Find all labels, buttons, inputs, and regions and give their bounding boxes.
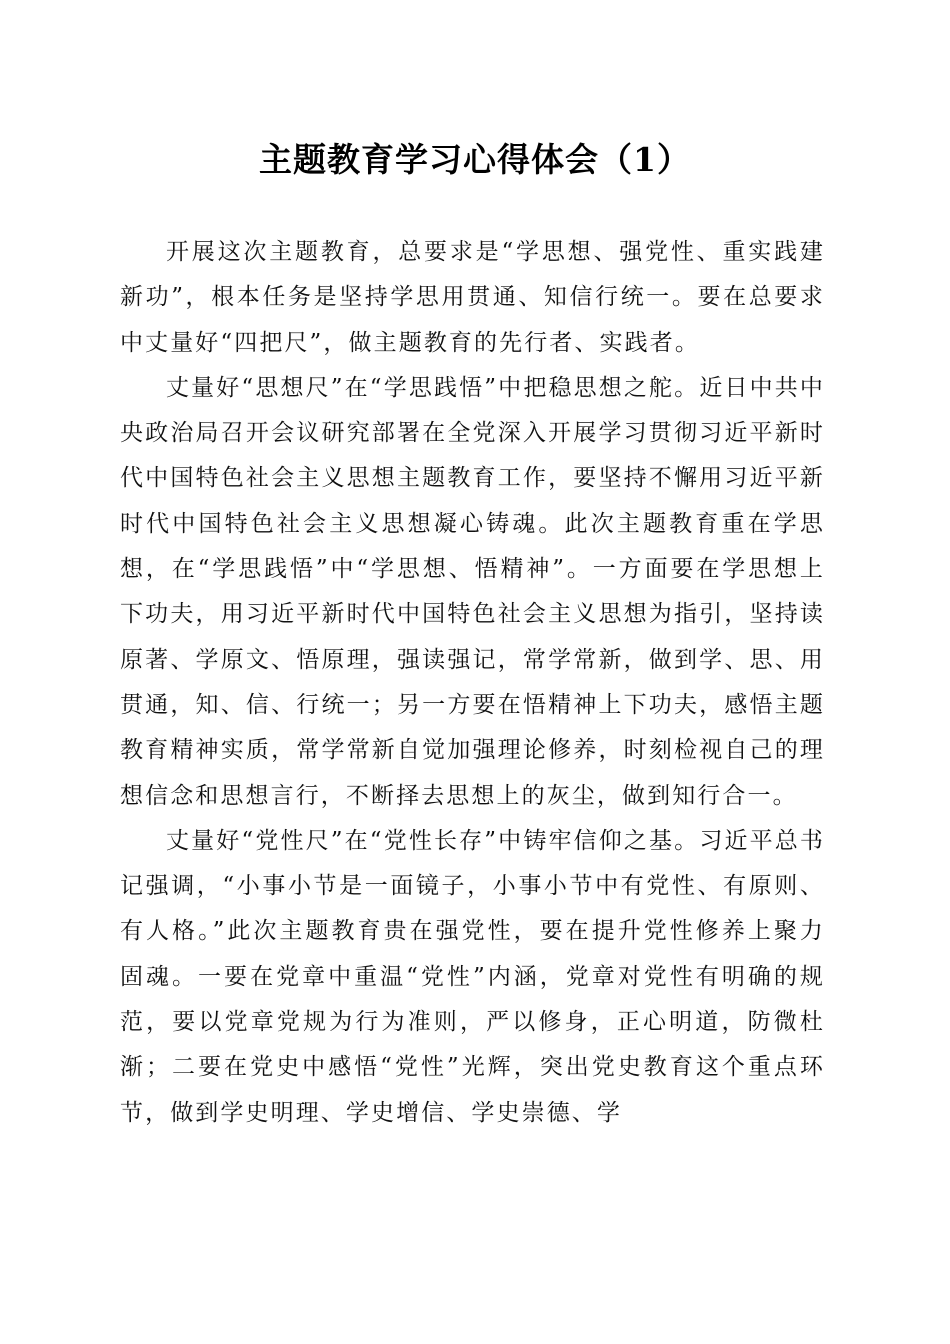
- page-title: 主题教育学习心得体会（1）: [259, 140, 691, 179]
- document-body: [120, 230, 825, 1136]
- paragraph-2: 丈量好“思想尺”在“学思践悟”中把稳思想之舵。近日中共中央政治局召开会议研究部署在全党深入开展学习贯彻习近平新时代中国特色社会主义思想主题教育工作，要坚持不懈用习近平新时代中国特色社会主义思想凝心铸魂。此次主题教育重在学思想，在“学思践悟”中“学思想、悟精神”。一方面要在学思想上下功夫，用习近平新时代中国特色社会主义思想为指引，坚持读原著、学原文、悟原理，强读强记，常学常新，做到学、思、用贯通，知、信、行统一；另一方要在悟精神上下功夫，感悟主题教育精神实质，常学常新自觉加强理论修养，时刻检视自己的理想信念和思想言行，不断择去思想上的灰尘，做到知行合一。: [120, 374, 825, 809]
- paragraph-1: 开展这次主题教育，总要求是“学思想、强党性、重实践建新功”，根本任务是坚持学思用贯通、知信行统一。要在总要求中丈量好“四把尺”，做主题教育的先行者、实践者。: [120, 239, 825, 356]
- paragraph-3: 丈量好“党性尺”在“党性长存”中铸牢信仰之基。习近平总书记强调，“小事小节是一面镜子，小事小节中有党性、有原则、有人格。”此次主题教育贵在强党性，要在提升党性修养上聚力固魂。一要在党章中重温“党性”内涵，党章对党性有明确的规范，要以党章党规为行为准则，严以修身，正心明道，防微杜渐；二要在党史中感悟“党性”光辉，突出党史教育这个重点环节，做到学史明理、学史增信、学史崇德、学: [120, 827, 825, 1126]
